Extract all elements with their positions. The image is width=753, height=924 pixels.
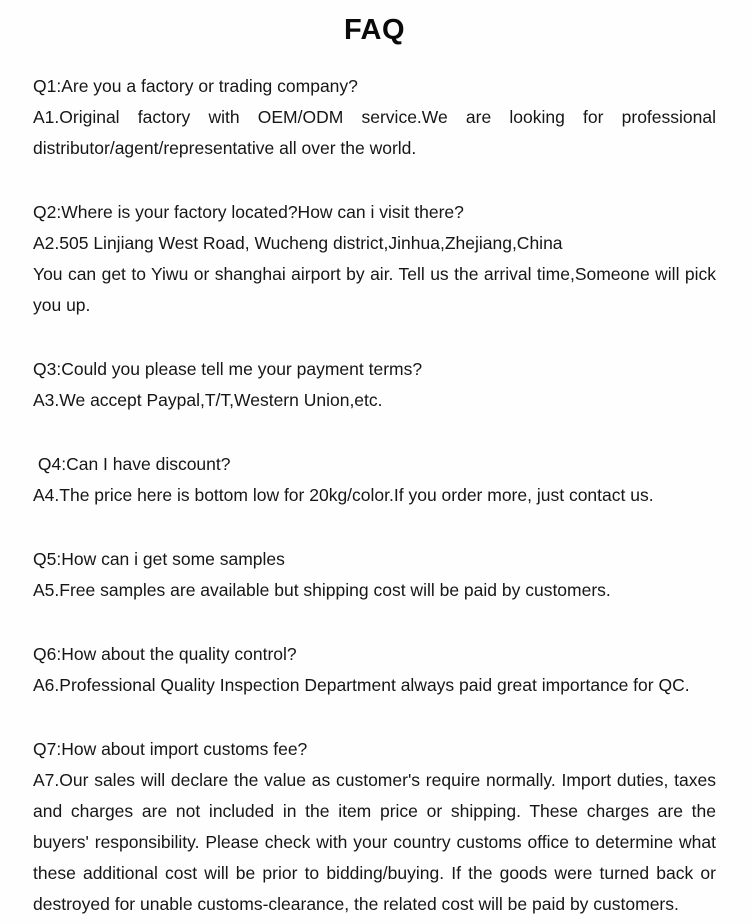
faq-question: Q3:Could you please tell me your payment terms? — [33, 359, 423, 379]
faq-item-q2 — [33, 197, 716, 321]
faq-answer-line: A3.We accept Paypal,T/T,Western Union,etc. — [33, 390, 383, 410]
faq-answer-line: A7.Our sales will declare the value as customer's require normally. Import duties, taxes and charges are not included in the item price or shipping. These charges are the buyers' responsibility. Please check with your country customs office to determine what these additional cost will be prior to bidding/buying. If the goods were turned back or destroyed for unable customs-clearance, the related cost will be paid by customers. — [33, 770, 716, 914]
faq-question: Q4:Can I have discount? — [33, 454, 231, 474]
faq-answer-line: A4.The price here is bottom low for 20kg/color.If you order more, just contact us. — [33, 485, 654, 505]
faq-answer-line: A1.Original factory with OEM/ODM service.We are looking for professional distributor/agent/representative all over the world. — [33, 107, 716, 158]
faq-item-q5 — [33, 544, 716, 606]
faq-answer-line: A2.505 Linjiang West Road, Wucheng district,Jinhua,Zhejiang,China — [33, 233, 563, 253]
faq-question: Q5:How can i get some samples — [33, 549, 285, 569]
faq-answer-line: A5.Free samples are available but shipping cost will be paid by customers. — [33, 580, 611, 600]
faq-question: Q1:Are you a factory or trading company? — [33, 76, 358, 96]
faq-item-q1 — [33, 71, 716, 164]
page-title: FAQ — [343, 14, 406, 46]
faq-answer-line: You can get to Yiwu or shanghai airport by air. Tell us the arrival time,Someone will pick you up. — [33, 264, 716, 315]
faq-answer-line: A6.Professional Quality Inspection Department always paid great importance for QC. — [33, 675, 690, 695]
faq-item-q6 — [33, 639, 716, 701]
faq-item-q7 — [33, 734, 716, 920]
faq-question: Q6:How about the quality control? — [33, 644, 297, 664]
faq-item-q3 — [33, 354, 716, 416]
faq-question: Q2:Where is your factory located?How can i visit there? — [33, 202, 464, 222]
faq-item-q4 — [33, 449, 716, 511]
faq-question: Q7:How about import customs fee? — [33, 739, 308, 759]
